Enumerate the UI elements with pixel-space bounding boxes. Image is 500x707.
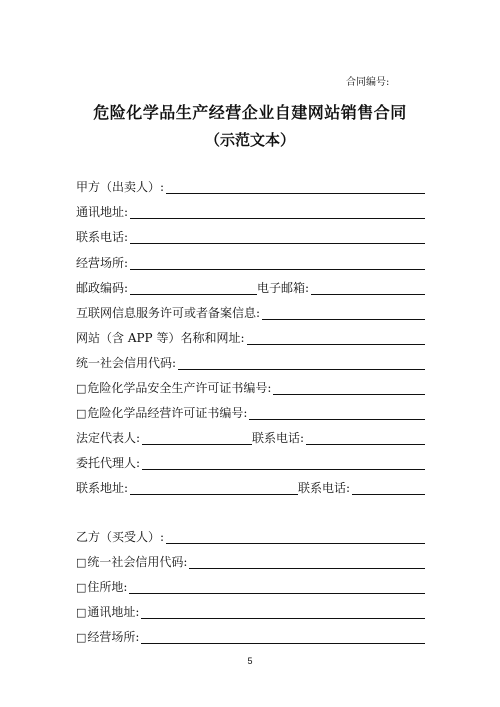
party-b-credit-code-row <box>76 553 425 569</box>
party-a-premises-field[interactable] <box>130 257 425 270</box>
party-a-business-license-row <box>76 404 425 420</box>
party-a-safety-license-row <box>76 379 425 395</box>
contract-number-label: 合同编号: <box>346 77 390 88</box>
party-a-name-field[interactable] <box>166 181 425 194</box>
party-b-credit-code-label: 统一社会信用代码: <box>87 555 188 569</box>
party-a-icp-label: 互联网信息服务许可或者备案信息: <box>76 306 261 320</box>
party-a-safety-license-label: 危险化学品安全生产许可证书编号: <box>87 381 272 395</box>
party-a-credit-code-label: 统一社会信用代码: <box>76 356 177 370</box>
party-b-residence-label: 住所地: <box>87 580 128 594</box>
party-a-contact-phone-field[interactable] <box>352 482 425 495</box>
party-a-address-field[interactable] <box>130 206 425 219</box>
party-a-legal-rep-phone-field[interactable] <box>306 432 425 445</box>
checkbox-icon[interactable]: □ <box>76 382 87 395</box>
page-number: 5 <box>247 656 253 666</box>
party-a-credit-code-row <box>76 354 425 370</box>
checkbox-icon[interactable]: □ <box>76 556 87 569</box>
checkbox-icon[interactable]: □ <box>76 407 87 420</box>
party-a-phone-row <box>76 228 425 244</box>
party-b-address-field[interactable] <box>141 606 425 619</box>
party-a-website-label: 网站（含 APP 等）名称和网址: <box>76 331 245 345</box>
party-b-heading: 乙方（买受人）: <box>76 530 165 544</box>
party-a-postcode-label: 邮政编码: <box>76 281 129 295</box>
party-a-website-row <box>76 329 425 345</box>
party-a-premises-label: 经营场所: <box>76 256 129 270</box>
party-a-contact-address-label: 联系地址: <box>76 481 129 495</box>
party-b-heading-row <box>76 528 425 544</box>
party-b-residence-row <box>76 578 425 594</box>
party-a-contact-address-field[interactable] <box>130 482 298 495</box>
party-a-heading: 甲方（出卖人）: <box>76 180 165 194</box>
party-b-address-row <box>76 603 425 619</box>
party-a-email-label: 电子邮箱: <box>257 281 310 295</box>
party-a-premises-row <box>76 254 425 270</box>
party-b-address-label: 通讯地址: <box>87 605 140 619</box>
document-title: 危险化学品生产经营企业自建网站销售合同 <box>93 103 407 122</box>
party-b-premises-field[interactable] <box>141 631 425 644</box>
party-b-residence-field[interactable] <box>129 581 425 594</box>
party-b-name-field[interactable] <box>166 531 425 544</box>
party-a-legal-rep-phone-label: 联系电话: <box>252 431 305 445</box>
checkbox-icon[interactable]: □ <box>76 606 87 619</box>
party-a-legal-rep-row <box>76 429 425 445</box>
party-a-credit-code-field[interactable] <box>178 357 425 370</box>
party-b-credit-code-field[interactable] <box>189 556 425 569</box>
party-a-legal-rep-field[interactable] <box>142 432 252 445</box>
party-a-website-field[interactable] <box>247 332 426 345</box>
checkbox-icon[interactable]: □ <box>76 631 87 644</box>
party-a-email-field[interactable] <box>311 282 425 295</box>
party-b-premises-row <box>76 628 425 644</box>
party-b-premises-label: 经营场所: <box>87 630 140 644</box>
party-a-contact-row <box>76 479 425 495</box>
party-a-contact-phone-label: 联系电话: <box>298 481 351 495</box>
party-a-agent-field[interactable] <box>142 457 425 470</box>
document-subtitle: （示范文本） <box>204 131 295 149</box>
checkbox-icon[interactable]: □ <box>76 581 87 594</box>
party-a-address-label: 通讯地址: <box>76 205 129 219</box>
party-a-agent-row <box>76 454 425 470</box>
party-a-address-row <box>76 203 425 219</box>
party-a-heading-row <box>76 178 425 194</box>
party-a-legal-rep-label: 法定代表人: <box>76 431 141 445</box>
party-a-icp-field[interactable] <box>262 307 425 320</box>
party-a-business-license-field[interactable] <box>249 407 425 420</box>
party-a-icp-row <box>76 304 425 320</box>
party-a-phone-label: 联系电话: <box>76 230 129 244</box>
party-a-business-license-label: 危险化学品经营许可证书编号: <box>87 406 248 420</box>
party-a-safety-license-field[interactable] <box>273 382 425 395</box>
party-a-postcode-field[interactable] <box>130 282 257 295</box>
party-a-phone-field[interactable] <box>130 231 425 244</box>
party-a-agent-label: 委托代理人: <box>76 456 141 470</box>
party-a-postcode-row <box>76 279 425 295</box>
